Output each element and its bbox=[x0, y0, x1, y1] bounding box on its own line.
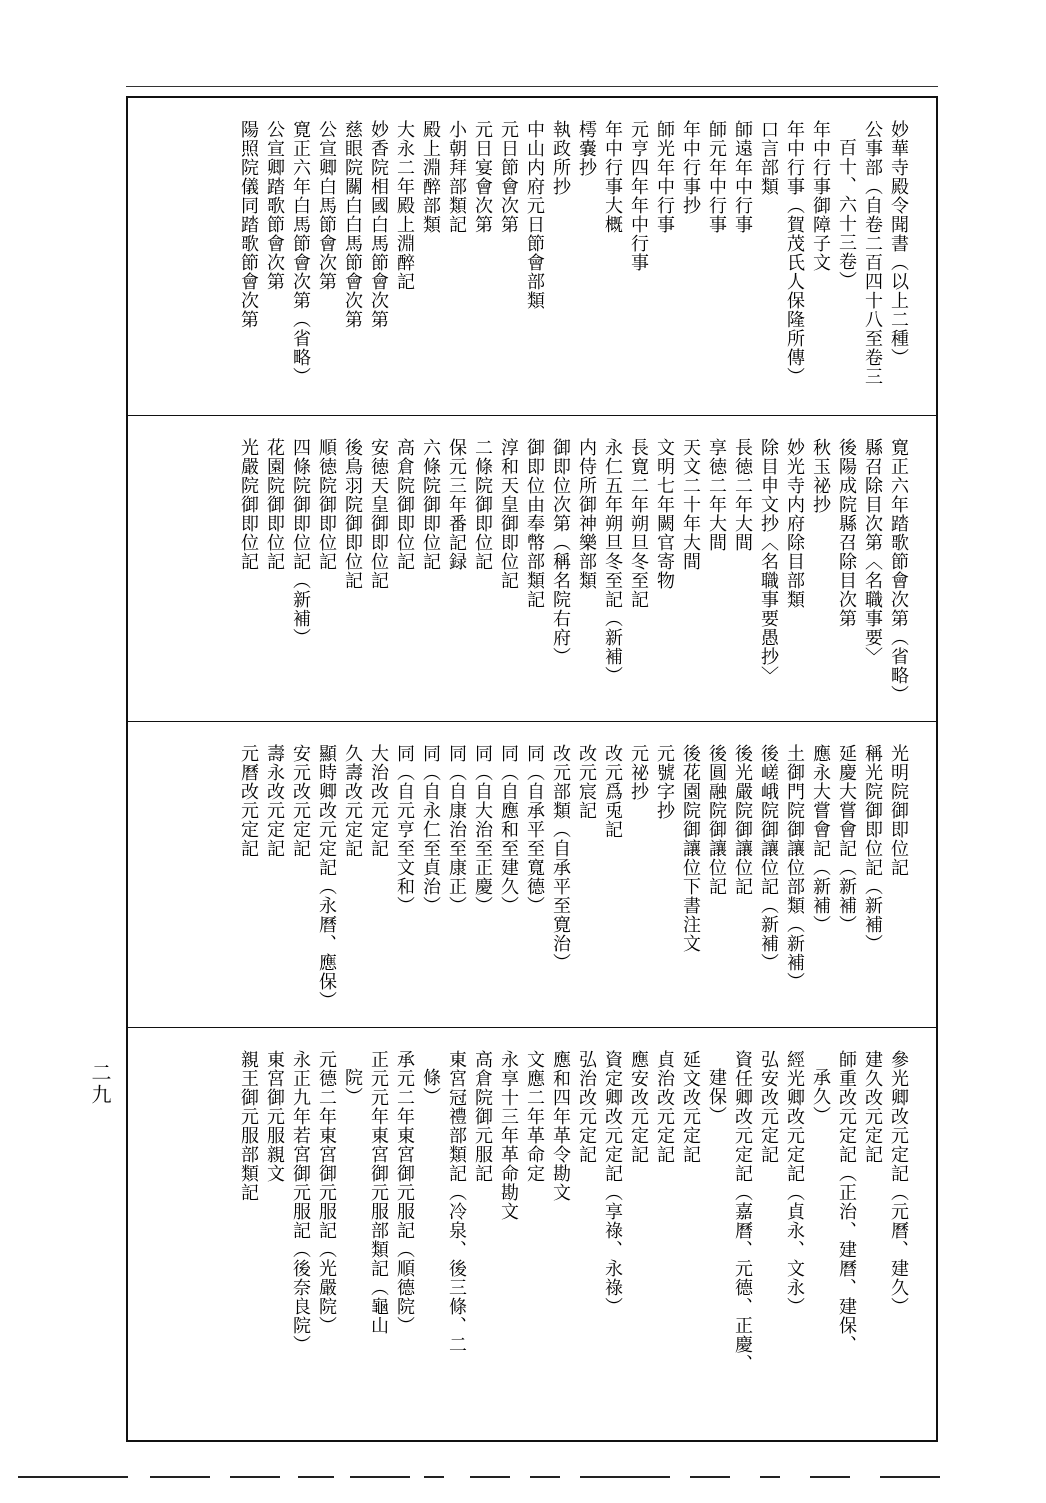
catalog-entry: 寛正六年白馬節會次第（省略） bbox=[290, 120, 311, 386]
catalog-entry: 長徳二年大間 bbox=[732, 438, 753, 552]
catalog-entry: 百十、六十三卷） bbox=[836, 138, 857, 290]
catalog-entry: 保元三年番記録 bbox=[446, 438, 467, 571]
catalog-entry: 後光嚴院御讓位記 bbox=[732, 744, 753, 896]
catalog-entry: 寛正六年踏歌節會次第（省略） bbox=[888, 438, 909, 704]
tier-4 bbox=[128, 1028, 936, 1442]
catalog-entry: 年中行事抄 bbox=[680, 120, 701, 215]
catalog-entry: 順徳院御即位記 bbox=[316, 438, 337, 571]
footer-rule bbox=[470, 1476, 510, 1478]
catalog-entry: 條） bbox=[420, 1068, 441, 1106]
catalog-entry: 應安改元定記 bbox=[628, 1050, 649, 1164]
catalog-entry: 元號字抄 bbox=[654, 744, 675, 820]
tier-2-columns bbox=[236, 438, 911, 713]
catalog-entry: 建久改元定記 bbox=[862, 1050, 883, 1164]
catalog-entry: 顯時卿改元定記（永曆、應保） bbox=[316, 744, 337, 1010]
catalog-entry: 樗嚢抄 bbox=[576, 120, 597, 177]
catalog-entry: 久壽改元定記 bbox=[342, 744, 363, 858]
catalog-entry: 應永大嘗會記（新補） bbox=[810, 744, 831, 934]
catalog-entry: 弘安改元定記 bbox=[758, 1050, 779, 1164]
catalog-entry: 淳和天皇御即位記 bbox=[498, 438, 519, 590]
catalog-entry: 陽照院儀同踏歌節會次第 bbox=[238, 120, 259, 329]
catalog-entry: 花園院御即位記 bbox=[264, 438, 285, 571]
catalog-entry: 殿上淵醉部類 bbox=[420, 120, 441, 234]
catalog-entry: 享徳二年大間 bbox=[706, 438, 727, 552]
catalog-entry: 元亨四年年中行事 bbox=[628, 120, 649, 272]
catalog-entry: 公宣卿踏歌節會次第 bbox=[264, 120, 285, 291]
catalog-entry: 内侍所御神樂部類 bbox=[576, 438, 597, 590]
catalog-entry: 除目申文抄〈名職事要愚抄〉 bbox=[758, 438, 779, 685]
catalog-entry: 長寛二年朔旦冬至記 bbox=[628, 438, 649, 609]
catalog-entry: 師元年中行事 bbox=[706, 120, 727, 234]
catalog-entry: 永享十三年革命勘文 bbox=[498, 1050, 519, 1221]
tier-2 bbox=[128, 416, 936, 722]
catalog-entry: 資定卿改元定記（享祿、永祿） bbox=[602, 1050, 623, 1316]
catalog-entry: 建保） bbox=[706, 1068, 727, 1125]
catalog-entry: 弘治改元定記 bbox=[576, 1050, 597, 1164]
catalog-entry: 元日節會次第 bbox=[498, 120, 519, 234]
catalog-entry: 文明七年闕官寄物 bbox=[654, 438, 675, 590]
catalog-entry: 參光卿改元定記（元曆、建久） bbox=[888, 1050, 909, 1316]
footer-rule bbox=[690, 1476, 730, 1478]
catalog-entry: 高倉院御即位記 bbox=[394, 438, 415, 571]
tier-1 bbox=[128, 98, 936, 416]
catalog-entry: 執政所抄 bbox=[550, 120, 571, 196]
catalog-entry: 二條院御即位記 bbox=[472, 438, 493, 571]
page-number: 二九 bbox=[88, 1062, 112, 1106]
catalog-entry: 院） bbox=[342, 1068, 363, 1106]
catalog-entry: 同（自承平至寬德） bbox=[524, 744, 545, 915]
catalog-entry: 東宮冠禮部類記（冷泉、後三條、二 bbox=[446, 1050, 467, 1354]
footer-rule bbox=[810, 1476, 850, 1478]
catalog-entry: 中山内府元日節會部類 bbox=[524, 120, 545, 310]
catalog-entry: 改元爲兎記 bbox=[602, 744, 623, 839]
catalog-entry: 御即位由奉幣部類記 bbox=[524, 438, 545, 609]
catalog-entry: 後花園院御讓位下書注文 bbox=[680, 744, 701, 953]
catalog-entry: 慈眼院關白白馬節會次第 bbox=[342, 120, 363, 329]
catalog-entry: 公事部（自卷二百四十八至卷三 bbox=[862, 120, 883, 386]
catalog-entry: 師重改元定記（正治、建曆、建保、 bbox=[836, 1050, 857, 1354]
catalog-entry: 元德二年東宮御元服記（光嚴院） bbox=[316, 1050, 337, 1335]
tier-3-columns bbox=[236, 744, 911, 1019]
top-rule bbox=[126, 86, 938, 88]
footer-rule bbox=[18, 1476, 128, 1478]
catalog-entry: 承久） bbox=[810, 1068, 831, 1125]
catalog-entry: 東宮御元服親文 bbox=[264, 1050, 285, 1183]
catalog-entry: 壽永改元定記 bbox=[264, 744, 285, 858]
catalog-entry: 大永二年殿上淵醉記 bbox=[394, 120, 415, 291]
catalog-entry: 元曆改元定記 bbox=[238, 744, 259, 858]
catalog-entry: 文應二年革命定 bbox=[524, 1050, 545, 1183]
catalog-entry: 正元元年東宮御元服部類記（龜山 bbox=[368, 1050, 389, 1335]
catalog-entry: 年中行事大概 bbox=[602, 120, 623, 234]
catalog-entry: 縣召除目次第〈名職事要〉 bbox=[862, 438, 883, 666]
tier-4-columns bbox=[236, 1050, 911, 1434]
catalog-entry: 元祕抄 bbox=[628, 744, 649, 801]
catalog-entry: 高倉院御元服記 bbox=[472, 1050, 493, 1183]
catalog-entry: 妙華寺殿令聞書（以上二種） bbox=[888, 120, 909, 367]
catalog-entry: 應和四年革令勘文 bbox=[550, 1050, 571, 1202]
catalog-entry: 四條院御即位記（新補） bbox=[290, 438, 311, 647]
catalog-entry: 同（自康治至康正） bbox=[446, 744, 467, 915]
footer-rule bbox=[350, 1476, 410, 1478]
footer-rule bbox=[298, 1476, 334, 1478]
catalog-entry: 妙光寺内府除目部類 bbox=[784, 438, 805, 609]
tier-3 bbox=[128, 722, 936, 1028]
catalog-entry: 御即位次第（稱名院右府） bbox=[550, 438, 571, 666]
catalog-entry: 後陽成院縣召除目次第 bbox=[836, 438, 857, 628]
catalog-entry: 經光卿改元定記（貞永、文永） bbox=[784, 1050, 805, 1316]
footer-rule bbox=[424, 1476, 444, 1478]
catalog-entry: 後圓融院御讓位記 bbox=[706, 744, 727, 896]
catalog-entry: 延文改元定記 bbox=[680, 1050, 701, 1164]
catalog-entry: 六條院御即位記 bbox=[420, 438, 441, 571]
catalog-entry: 公宣卿白馬節會次第 bbox=[316, 120, 337, 291]
catalog-entry: 天文二十年大間 bbox=[680, 438, 701, 571]
catalog-entry: 師光年中行事 bbox=[654, 120, 675, 234]
catalog-entry: 承元二年東宮御元服記（順德院） bbox=[394, 1050, 415, 1335]
catalog-entry: 師遠年中行事 bbox=[732, 120, 753, 234]
footer-rule bbox=[760, 1476, 780, 1478]
catalog-entry: 資任卿改元定記（嘉曆、元德、正慶、 bbox=[732, 1050, 753, 1373]
catalog-entry: 親王御元服部類記 bbox=[238, 1050, 259, 1202]
catalog-entry: 大治改元定記 bbox=[368, 744, 389, 858]
catalog-entry: 同（自元亨至文和） bbox=[394, 744, 415, 915]
catalog-entry: 貞治改元定記 bbox=[654, 1050, 675, 1164]
catalog-entry: 安元改元定記 bbox=[290, 744, 311, 858]
footer-rule bbox=[230, 1476, 280, 1478]
catalog-entry: 口言部類 bbox=[758, 120, 779, 196]
catalog-entry: 改元宸記 bbox=[576, 744, 597, 820]
catalog-entry: 土御門院御讓位部類（新補） bbox=[784, 744, 805, 991]
catalog-entry: 稱光院御即位記（新補） bbox=[862, 744, 883, 953]
catalog-entry: 同（自永仁至貞治） bbox=[420, 744, 441, 915]
catalog-entry: 同（自大治至正慶） bbox=[472, 744, 493, 915]
footer-rule bbox=[580, 1476, 670, 1478]
catalog-entry: 光明院御即位記 bbox=[888, 744, 909, 877]
catalog-entry: 後鳥羽院御即位記 bbox=[342, 438, 363, 590]
catalog-entry: 後嵯峨院御讓位記（新補） bbox=[758, 744, 779, 972]
footer-rule bbox=[530, 1476, 560, 1478]
tier-1-columns bbox=[236, 120, 911, 407]
catalog-entry: 妙香院相國白馬節會次第 bbox=[368, 120, 389, 329]
catalog-entry: 元日宴會次第 bbox=[472, 120, 493, 234]
catalog-entry: 改元部類（自承平至寛治） bbox=[550, 744, 571, 972]
catalog-entry: 秋玉祕抄 bbox=[810, 438, 831, 514]
catalog-entry: 光嚴院御即位記 bbox=[238, 438, 259, 571]
footer-rule bbox=[150, 1476, 210, 1478]
catalog-entry: 年中行事（賀茂氏人保隆所傳） bbox=[784, 120, 805, 386]
catalog-entry: 年中行事御障子文 bbox=[810, 120, 831, 272]
catalog-entry: 安徳天皇御即位記 bbox=[368, 438, 389, 590]
catalog-entry: 小朝拜部類記 bbox=[446, 120, 467, 234]
catalog-entry: 永正九年若宮御元服記（後奈良院） bbox=[290, 1050, 311, 1354]
footer-rule bbox=[880, 1476, 940, 1478]
page-frame bbox=[126, 96, 938, 1442]
catalog-entry: 同（自應和至建久） bbox=[498, 744, 519, 915]
catalog-entry: 延慶大嘗會記（新補） bbox=[836, 744, 857, 934]
catalog-entry: 永仁五年朔旦冬至記（新補） bbox=[602, 438, 623, 685]
